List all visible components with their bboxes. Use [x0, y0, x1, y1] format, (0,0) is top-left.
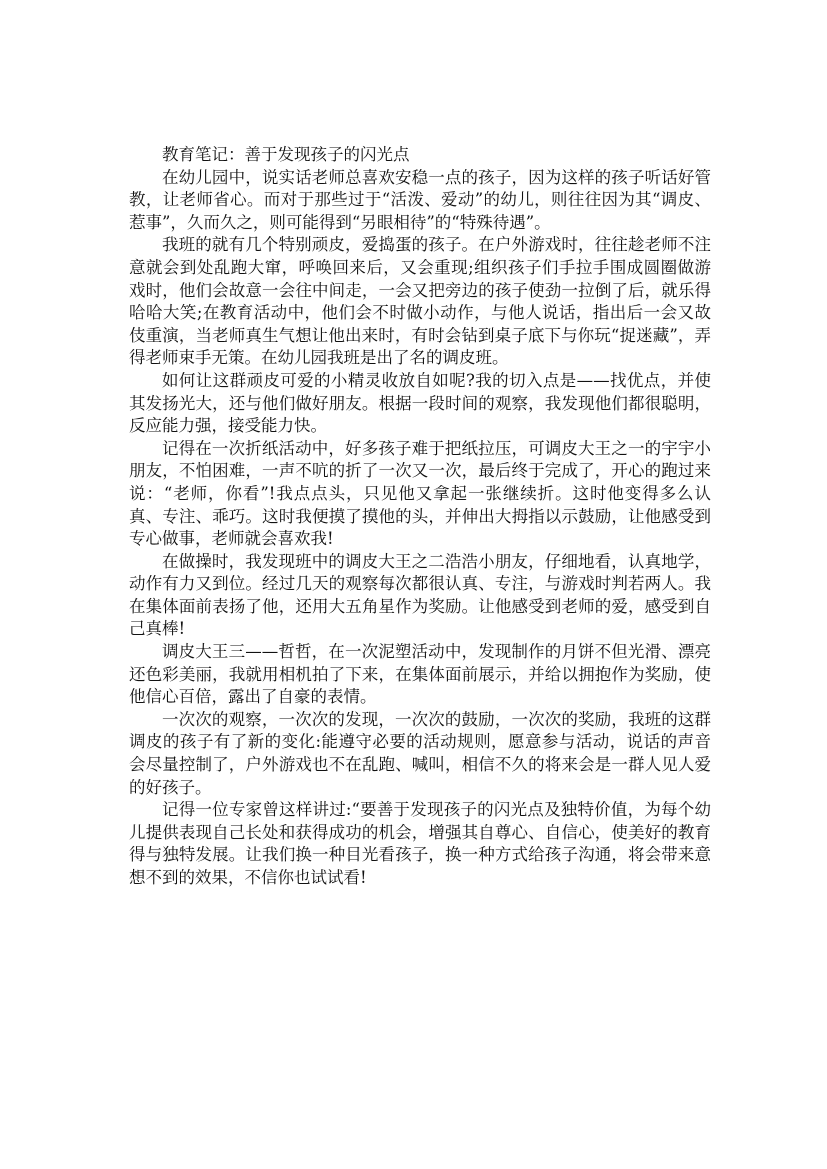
paragraph-1: 在幼儿园中，说实话老师总喜欢安稳一点的孩子，因为这样的孩子听话好管教，让老师省心。而对于那些过于“活泼、爱动”的幼儿，则往往因为其“调皮、惹事”，久而久之，则可能得到“另眼相待”的“特殊待遇”。 [129, 167, 711, 232]
paragraph-6: 调皮大王三——哲哲，在一次泥塑活动中，发现制作的月饼不但光滑、漂亮还色彩美丽，我就用相机拍了下来，在集体面前展示，并给以拥抱作为奖励，使他信心百倍，露出了自豪的表情。 [129, 642, 711, 707]
paragraph-2: 我班的就有几个特别顽皮，爱捣蛋的孩子。在户外游戏时，往往趁老师不注意就会到处乱跑大窜，呼唤回来后，又会重现;组织孩子们手拉手围成圆圈做游戏时，他们会故意一会往中间走，一会又把旁边的孩子使劲一拉倒了后，就乐得哈哈大笑;在教育活动中，他们会不时做小动作，与他人说话，指出后一会又故伎重演，当老师真生气想让他出来时，有时会钻到桌子底下与你玩“捉迷藏”，弄得老师束手无策。在幼儿园我班是出了名的调皮班。 [129, 235, 711, 368]
paragraph-3: 如何让这群顽皮可爱的小精灵收放自如呢?我的切入点是——找优点，并使其发扬光大，还与他们做好朋友。根据一段时间的观察，我发现他们都很聪明，反应能力强，接受能力快。 [129, 370, 711, 436]
paragraph-7: 一次次的观察，一次次的发现，一次次的鼓励，一次次的奖励，我班的这群调皮的孩子有了新的变化:能遵守必要的活动规则，愿意参与活动，说话的声音会尽量控制了，户外游戏也不在乱跑、喊叫，相信不久的将来会是一群人见人爱的好孩子。 [129, 709, 711, 797]
document-title: 教育笔记：善于发现孩子的闪光点 [162, 145, 410, 164]
document-page [129, 144, 711, 890]
paragraph-5: 在做操时，我发现班中的调皮大王之二浩浩小朋友，仔细地看，认真地学，动作有力又到位。经过几天的观察每次都很认真、专注，与游戏时判若两人。我在集体面前表扬了他，还用大五角星作为奖励。让他感受到老师的爱，感受到自己真棒! [129, 551, 711, 639]
paragraph-4: 记得在一次折纸活动中，好多孩子难于把纸拉压，可调皮大王之一的宇宇小朋友，不怕困难，一声不吭的折了一次又一次，最后终于完成了，开心的跑过来说：“老师，你看”!我点点头，只见他又拿起一张继续折。这时他变得多么认真、专注、乖巧。这时我便摸了摸他的头，并伸出大拇指以示鼓励，让他感受到专心做事，老师就会喜欢我! [129, 438, 711, 549]
paragraph-8: 记得一位专家曾这样讲过:“要善于发现孩子的闪光点及独特价值，为每个幼儿提供表现自己长处和获得成功的机会，增强其自尊心、自信心，使美好的教育得与独特发展。让我们换一种目光看孩子，换一种方式给孩子沟通，将会带来意想不到的效果，不信你也试试看! [129, 800, 711, 887]
